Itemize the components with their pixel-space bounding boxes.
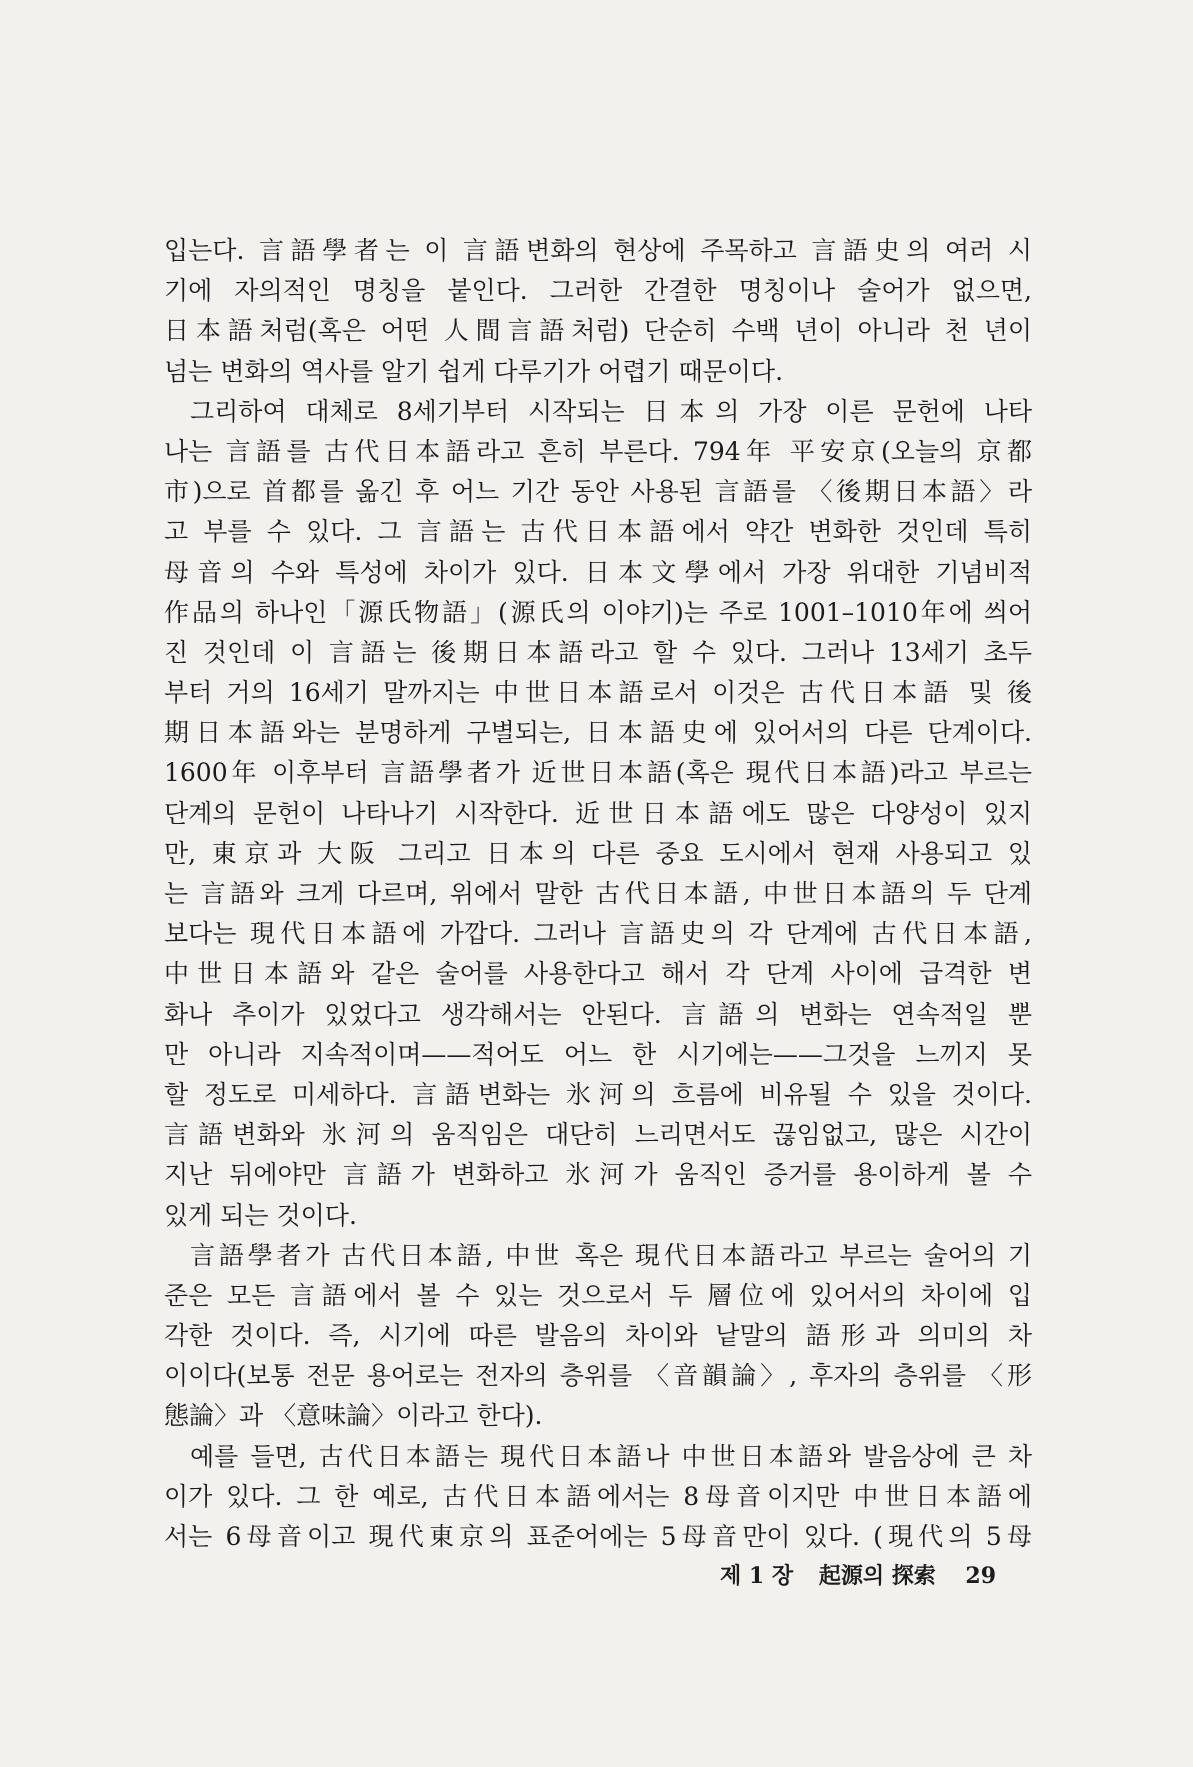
text-line: 市)으로 首都를 옮긴 후 어느 기간 동안 사용된 言語를 〈後期日本語〉라 — [164, 477, 1032, 507]
text-line: 만, 東京과 大阪 그리고 日本의 다른 중요 도시에서 현재 사용되고 있 — [164, 838, 1032, 868]
text-line: 화나 추이가 있었다고 생각해서는 안된다. 言語의 변화는 연속적일 뿐 — [164, 999, 1032, 1029]
text-line: 만 아니라 지속적이며——적어도 어느 한 시기에는——그것을 느끼지 못 — [164, 1039, 1032, 1069]
text-line: 言語學者가 古代日本語, 中世 혹은 現代日本語라고 부르는 술어의 기 — [190, 1240, 1032, 1270]
paragraph — [164, 1437, 1032, 1558]
text-line: 期日本語와는 분명하게 구별되는, 日本語史에 있어서의 다른 단계이다. — [164, 718, 1032, 748]
body-text — [164, 231, 1032, 1557]
text-line: 日本語처럼(혹은 어떤 人間言語처럼) 단순히 수백 년이 아니라 천 년이 — [164, 316, 1032, 346]
running-footer — [720, 1561, 1040, 1591]
text-line: 단계의 문헌이 나타나기 시작한다. 近世日本語에도 많은 다양성이 있지 — [164, 798, 1032, 828]
text-line: 그리하여 대체로 8세기부터 시작되는 日本의 가장 이른 문헌에 나타 — [190, 396, 1032, 426]
text-line: 作品의 하나인「源氏物語」(源氏의 이야기)는 주로 1001–1010年에 씌어 — [164, 597, 1032, 627]
text-line: 서는 6母音이고 現代東京의 표준어에는 5母音만이 있다. (現代의 5母 — [164, 1522, 1032, 1551]
text-line: 할 정도로 미세하다. 言語변화는 氷河의 흐름에 비유될 수 있을 것이다. — [164, 1079, 1032, 1109]
chapter-label: 제 1 장 — [720, 1563, 794, 1589]
text-line: 言語변화와 氷河의 움직임은 대단히 느리면서도 끊임없고, 많은 시간이 — [164, 1120, 1032, 1150]
text-line: 준은 모든 言語에서 볼 수 있는 것으로서 두 層位에 있어서의 차이에 입 — [164, 1280, 1032, 1310]
text-line: 부터 거의 16세기 말까지는 中世日本語로서 이것은 古代日本語 및 後 — [164, 678, 1032, 708]
paragraph — [164, 392, 1032, 1236]
text-line: 예를 들면, 古代日本語는 現代日本語나 中世日本語와 발음상에 큰 차 — [190, 1441, 1032, 1471]
text-line: 진 것인데 이 言語는 後期日本語라고 할 수 있다. 그러나 13세기 초두 — [164, 637, 1032, 667]
text-line: 態論〉과 〈意味論〉이라고 한다). — [164, 1401, 543, 1431]
text-line: 넘는 변화의 역사를 알기 쉽게 다루기가 어렵기 때문이다. — [164, 356, 784, 386]
text-line: 고 부를 수 있다. 그 言語는 古代日本語에서 약간 변화한 것인데 특히 — [164, 517, 1032, 547]
text-line: 입는다. 言語學者는 이 言語변화의 현상에 주목하고 言語史의 여러 시 — [164, 236, 1032, 265]
text-line: 1600年 이후부터 言語學者가 近世日本語(혹은 現代日本語)라고 부르는 — [164, 758, 1032, 788]
text-line: 는 言語와 크게 다르며, 위에서 말한 古代日本語, 中世日本語의 두 단계 — [164, 879, 1032, 908]
text-line: 이가 있다. 그 한 예로, 古代日本語에서는 8母音이지만 中世日本語에 — [164, 1481, 1032, 1511]
paragraph — [164, 1236, 1032, 1437]
paragraph — [164, 231, 1032, 392]
text-line: 나는 言語를 古代日本語라고 흔히 부른다. 794年 平安京(오늘의 京都 — [164, 436, 1032, 466]
chapter-title: 起源의 探索 — [818, 1563, 936, 1589]
text-line: 기에 자의적인 명칭을 붙인다. 그러한 간결한 명칭이나 술어가 없으면, — [164, 276, 1032, 306]
text-line: 보다는 現代日本語에 가깝다. 그러나 言語史의 각 단계에 古代日本語, — [164, 919, 1032, 949]
text-line: 母音의 수와 특성에 차이가 있다. 日本文學에서 가장 위대한 기념비적 — [164, 557, 1032, 587]
text-line: 지난 뒤에야만 言語가 변화하고 氷河가 움직인 증거를 용이하게 볼 수 — [164, 1160, 1032, 1190]
text-line: 각한 것이다. 즉, 시기에 따른 발음의 차이와 낱말의 語形과 의미의 차 — [164, 1321, 1032, 1351]
text-line: 있게 되는 것이다. — [164, 1200, 357, 1230]
page-number: 29 — [965, 1563, 997, 1589]
text-line: 中世日本語와 같은 술어를 사용한다고 해서 각 단계 사이에 급격한 변 — [164, 959, 1032, 989]
text-line: 이이다(보통 전문 용어로는 전자의 층위를 〈音韻論〉, 후자의 층위를 〈形 — [164, 1361, 1032, 1391]
